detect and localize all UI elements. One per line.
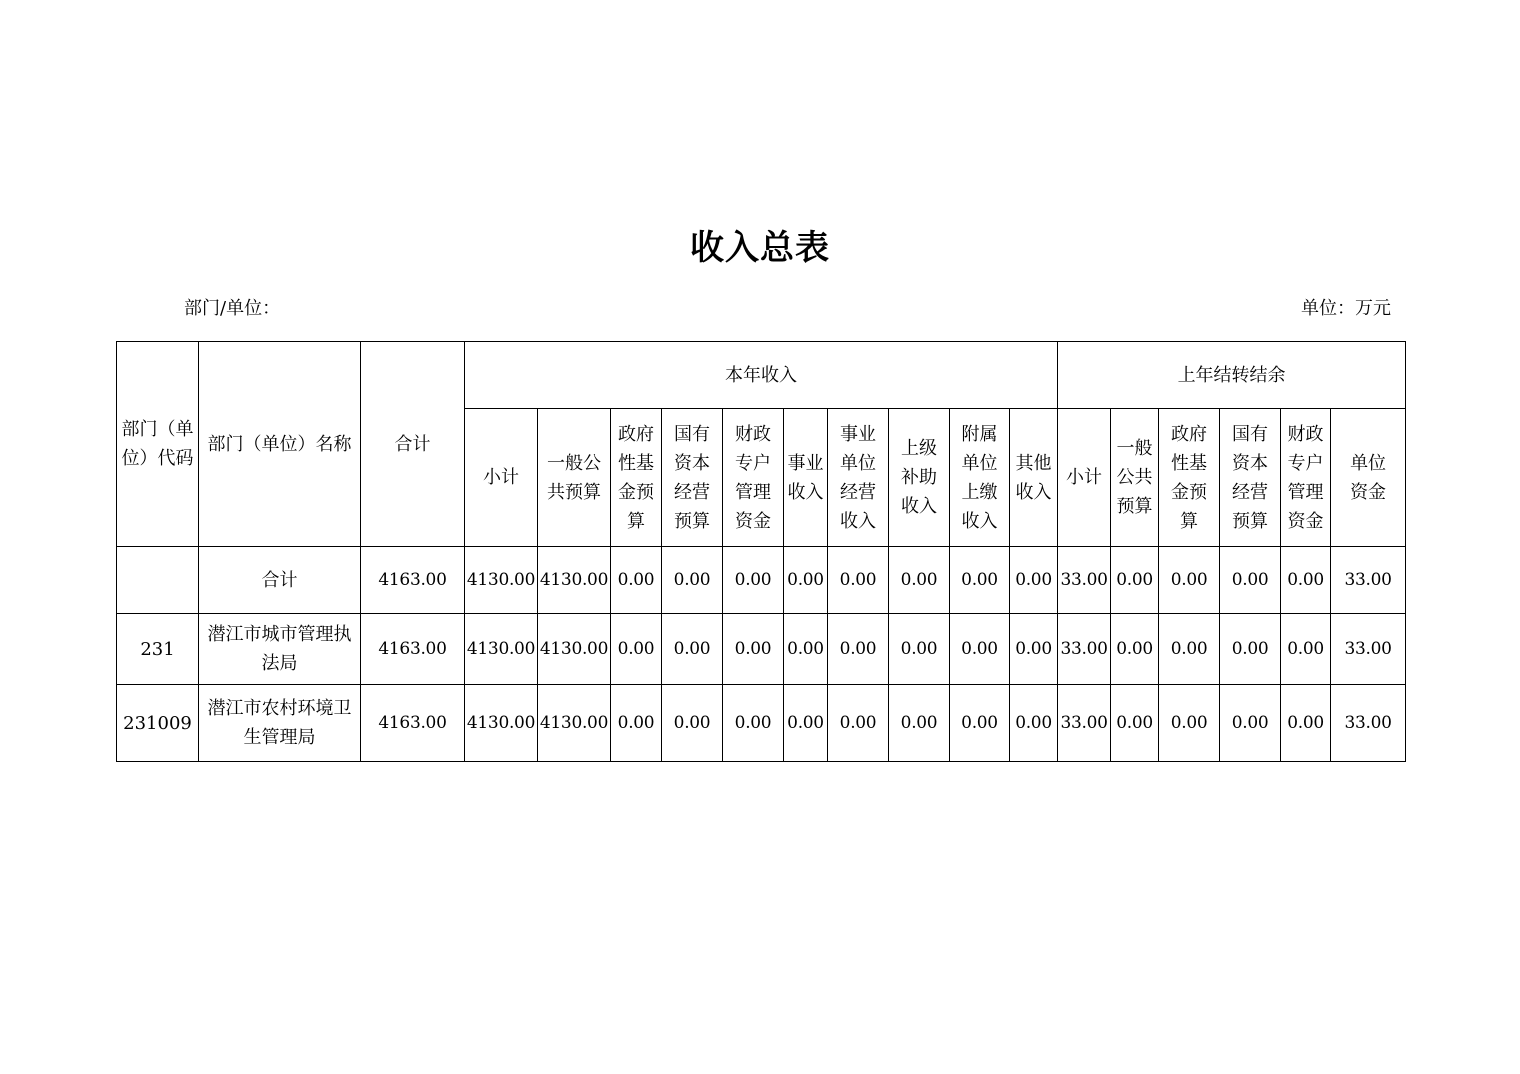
row-current-value: 0.00 — [662, 547, 723, 614]
header-current-special-account-funds: 财政专户管理资金 — [723, 409, 784, 547]
header-current-year-income: 本年收入 — [465, 342, 1058, 409]
row-current-value: 0.00 — [828, 547, 889, 614]
row-code: 231009 — [117, 685, 199, 762]
row-current-value: 4130.00 — [538, 547, 611, 614]
row-previous-value: 33.00 — [1058, 547, 1111, 614]
department-label: 部门/单位： — [184, 298, 281, 319]
row-total: 4163.00 — [361, 685, 465, 762]
row-current-value: 0.00 — [611, 547, 662, 614]
page-title: 收入总表 — [690, 228, 830, 268]
income-summary-table — [116, 341, 1406, 762]
row-current-value: 0.00 — [1010, 685, 1058, 762]
row-current-value: 0.00 — [723, 614, 784, 685]
header-previous-subtotal: 小计 — [1058, 409, 1111, 547]
row-total: 4163.00 — [361, 547, 465, 614]
row-previous-value: 33.00 — [1058, 614, 1111, 685]
row-current-value: 4130.00 — [465, 685, 538, 762]
row-total: 4163.00 — [361, 614, 465, 685]
header-current-superior-subsidy: 上级补助收入 — [889, 409, 950, 547]
row-previous-value: 0.00 — [1159, 614, 1220, 685]
row-previous-value: 0.00 — [1281, 614, 1331, 685]
header-total: 合计 — [361, 342, 465, 547]
unit-label: 单位：万元 — [1301, 298, 1391, 319]
header-current-business-income: 事业收入 — [784, 409, 828, 547]
header-previous-unit-funds: 单位资金 — [1331, 409, 1406, 547]
header-previous-general-budget: 一般公共预算 — [1111, 409, 1159, 547]
row-previous-value: 33.00 — [1331, 685, 1406, 762]
row-current-value: 4130.00 — [465, 547, 538, 614]
header-previous-year-carryover: 上年结转结余 — [1058, 342, 1406, 409]
header-previous-special-account-funds: 财政专户管理资金 — [1281, 409, 1331, 547]
row-name: 潜江市农村环境卫生管理局 — [199, 685, 361, 762]
table-row — [117, 685, 1406, 762]
row-current-value: 0.00 — [828, 685, 889, 762]
header-current-state-capital-budget: 国有资本经营预算 — [662, 409, 723, 547]
header-dept-code: 部门（单位）代码 — [117, 342, 199, 547]
header-current-other-income: 其他收入 — [1010, 409, 1058, 547]
header-current-affiliated-remittance: 附属单位上缴收入 — [950, 409, 1010, 547]
row-previous-value: 33.00 — [1058, 685, 1111, 762]
row-current-value: 0.00 — [889, 685, 950, 762]
row-previous-value: 0.00 — [1281, 685, 1331, 762]
row-previous-value: 33.00 — [1331, 547, 1406, 614]
row-previous-value: 0.00 — [1159, 685, 1220, 762]
header-row-groups — [117, 342, 1406, 409]
row-current-value: 0.00 — [784, 547, 828, 614]
table-row — [117, 547, 1406, 614]
row-previous-value: 0.00 — [1111, 614, 1159, 685]
header-current-operating-income: 事业单位经营收入 — [828, 409, 889, 547]
header-previous-state-capital-budget: 国有资本经营预算 — [1220, 409, 1281, 547]
row-current-value: 4130.00 — [465, 614, 538, 685]
header-current-subtotal: 小计 — [465, 409, 538, 547]
row-current-value: 0.00 — [889, 547, 950, 614]
row-code — [117, 547, 199, 614]
row-current-value: 0.00 — [828, 614, 889, 685]
header-current-gov-fund-budget: 政府性基金预算 — [611, 409, 662, 547]
row-current-value: 4130.00 — [538, 614, 611, 685]
row-current-value: 0.00 — [784, 685, 828, 762]
row-current-value: 4130.00 — [538, 685, 611, 762]
row-current-value: 0.00 — [784, 614, 828, 685]
row-current-value: 0.00 — [950, 614, 1010, 685]
row-current-value: 0.00 — [889, 614, 950, 685]
row-current-value: 0.00 — [950, 547, 1010, 614]
row-current-value: 0.00 — [1010, 614, 1058, 685]
row-current-value: 0.00 — [950, 685, 1010, 762]
header-dept-name: 部门（单位）名称 — [199, 342, 361, 547]
row-previous-value: 0.00 — [1111, 685, 1159, 762]
row-current-value: 0.00 — [1010, 547, 1058, 614]
row-code: 231 — [117, 614, 199, 685]
row-previous-value: 0.00 — [1220, 614, 1281, 685]
row-previous-value: 0.00 — [1111, 547, 1159, 614]
row-current-value: 0.00 — [723, 685, 784, 762]
header-previous-gov-fund-budget: 政府性基金预算 — [1159, 409, 1220, 547]
row-name: 潜江市城市管理执法局 — [199, 614, 361, 685]
row-current-value: 0.00 — [662, 614, 723, 685]
row-current-value: 0.00 — [611, 614, 662, 685]
row-previous-value: 33.00 — [1331, 614, 1406, 685]
row-previous-value: 0.00 — [1281, 547, 1331, 614]
row-current-value: 0.00 — [723, 547, 784, 614]
row-current-value: 0.00 — [662, 685, 723, 762]
header-current-general-budget: 一般公共预算 — [538, 409, 611, 547]
row-name: 合计 — [199, 547, 361, 614]
row-previous-value: 0.00 — [1159, 547, 1220, 614]
row-previous-value: 0.00 — [1220, 685, 1281, 762]
row-current-value: 0.00 — [611, 685, 662, 762]
row-previous-value: 0.00 — [1220, 547, 1281, 614]
table-row — [117, 614, 1406, 685]
